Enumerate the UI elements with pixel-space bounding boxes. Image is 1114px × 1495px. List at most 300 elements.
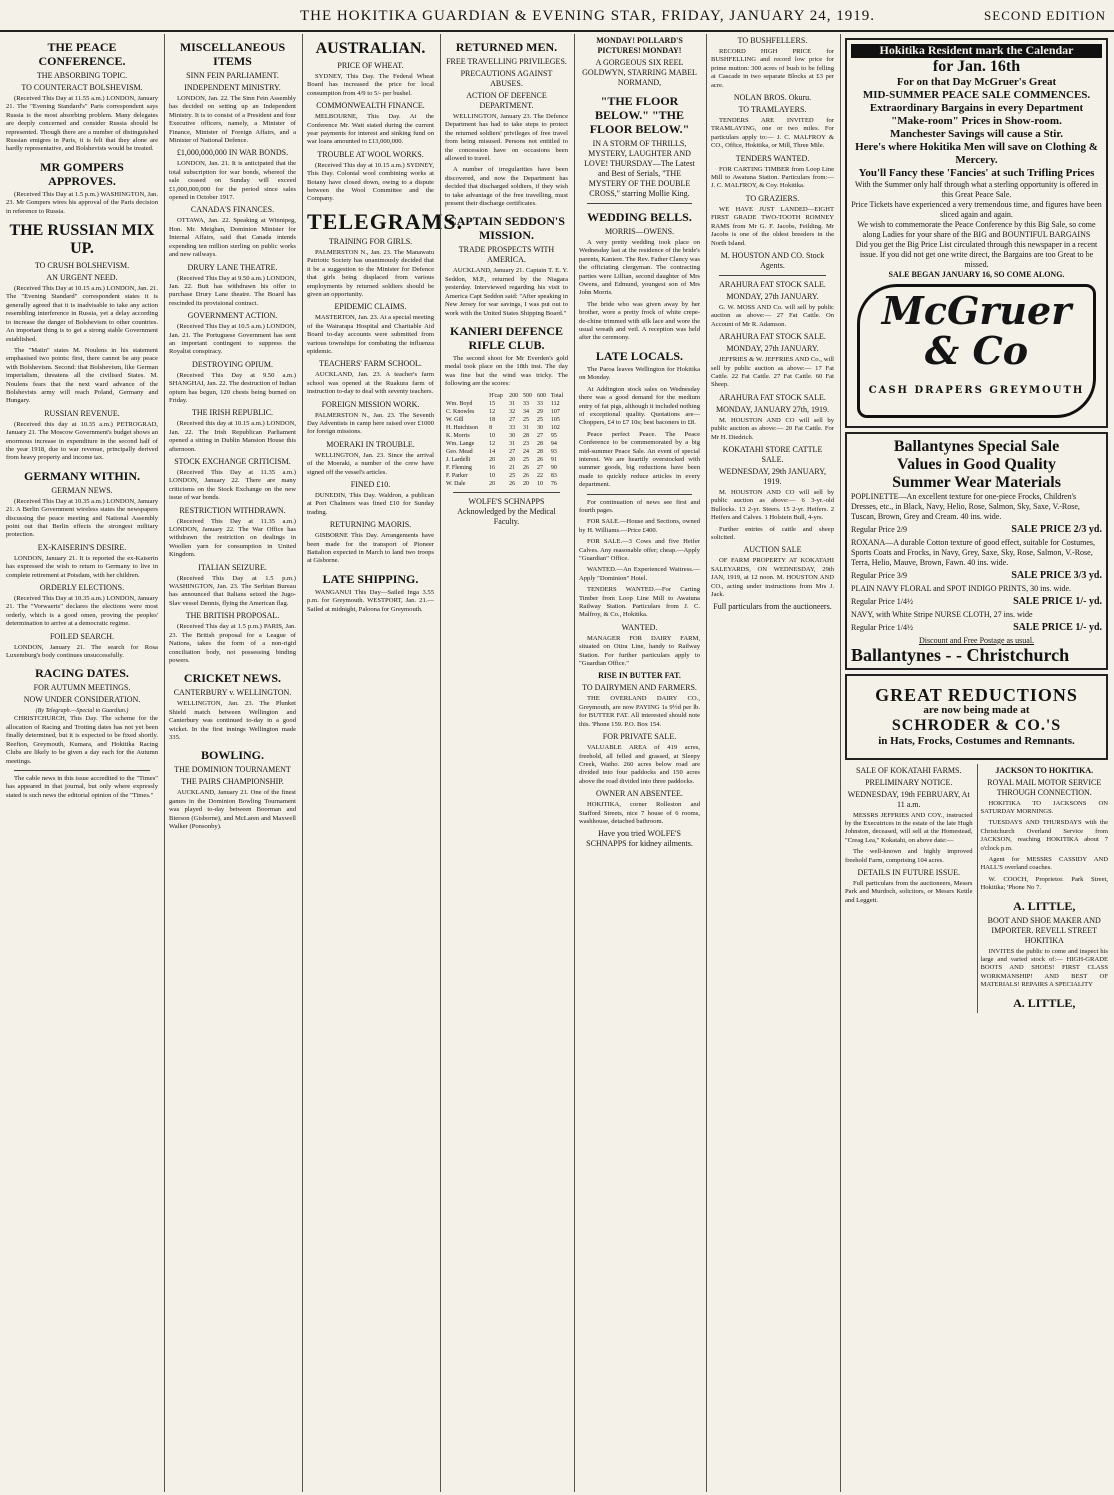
table-cell: 27 [536, 464, 543, 471]
article-text: GISBORNE This Day. Arrangements have been made for the transport of Pioneer Battalion expected in March to land two troops at Gisborne. [307, 532, 434, 565]
table-cell: 20 [489, 480, 496, 487]
table-row [445, 424, 568, 432]
table-cell: 30 [509, 432, 516, 439]
table-cell: 25 [509, 472, 516, 479]
sale-price: SALE PRICE 2/3 yd. [1011, 523, 1102, 535]
classified-ad: W. COOCH, Proprietor. Park Street, Hokitika; 'Phone No 7. [980, 875, 1108, 892]
ad-heading: MID-SUMMER PEACE SALE COMMENCES. [862, 88, 1091, 101]
classified-ad: WANTED.—An Experienced Waitress.—Apply "Dominion" Hotel. [579, 566, 700, 582]
classified-ad: TUESDAYS AND THURSDAYS with the Christchurch Overland Service from JACKSON, reaching HOKITIKA about 7 o'clock p.m. [980, 819, 1108, 852]
article-text: (Received this day at 10.35 a.m.) PETROGRAD, January 21. The Moscow Government's budget shows an enormous increase in expenditure in the second half of the year 1918, due to war revenue, principally derived from heavy property and income tax. [6, 420, 158, 462]
table-cell: 34 [523, 408, 530, 415]
column-2 [164, 34, 300, 1492]
table-row [445, 472, 568, 480]
article-text: (Received This Day at 10.35 a.m.) LONDON, January 21. The "Vorwaerts" declares the elections were most orderly, which is a good omen, proving the peoples' determination to arrive at a democratic regime. [6, 595, 158, 628]
signature: NOLAN BROS. Okuru. [733, 93, 812, 103]
article-text: AUCKLAND, January 21. Captain T. E. Y. Seddon, M.P., returned by the Niagara yesterday. Interviewed regarding his visit to America Capt Seddon said: "After speaking in New Jersey for war savings, I was put out to work with the United States Shipping Board." [445, 267, 568, 317]
article-text: WELLINGTON, January 23. The Defence Department has had to take steps to protect the returned soldiers' privileges of free travel from being misused. Persons not entitled to the concession have on occasions been allowed to travel. [445, 113, 568, 163]
subheading: ITALIAN SEIZURE. [198, 562, 267, 572]
regular-price: Regular Price 2/9 [851, 524, 907, 534]
divider [14, 770, 150, 771]
subheading: PRELIMINARY NOTICE. [865, 777, 953, 787]
article-text: DUNEDIN, This Day. Waldron, a publican at Port Chalmers was fined £10 for Sunday trading. [307, 492, 434, 516]
article-text: LONDON, January 21. It is reported the ex-Kaiserin has expressed the wish to return to Germany to live in complete retirement at Potsdam, with her children. [6, 554, 158, 579]
headline: THE PEACE CONFERENCE. [38, 40, 126, 68]
ad-heading: A. LITTLE, [1013, 898, 1076, 913]
cinema-ad-text: IN A STORM OF THRILLS, MYSTERY, LAUGHTER AND LOVE! THURSDAY—The Latest and Best of Serials, "THE MYSTERY OF THE DOUBLE CROSS," starring Mollie King. [584, 139, 695, 198]
table-row [445, 456, 568, 464]
subheading: TO BUSHFELLERS. [737, 36, 808, 45]
classified-ad: VALUABLE AREA of 419 acres, freehold, all felled and grassed, at Sleepy Creek, Waiho. 260 acres below road are divided into four paddocks and 150 acres above the road divided into three paddocks. [579, 744, 700, 785]
classified-ad: The well-known and highly improved freehold Farm, comprising 104 acres. [845, 848, 973, 864]
article-text: (Received This Day at 9.50 a.m.) LONDON, Jan. 22. Butt has withdrawn his offer to purchase Drury Lane theatre. The Board has rescinded its provisional contract. [169, 274, 296, 307]
logo-subtext: CASH DRAPERS GREYMOUTH [868, 384, 1085, 396]
ad-heading: A. LITTLE, [1013, 995, 1076, 1010]
classified-ad: G. W. MOSS AND Co. will sell by public auction as above:— 27 Fat Cattle. On Account of Mr R. Adamson. [711, 303, 834, 328]
table-row [445, 480, 568, 488]
divider [587, 494, 692, 495]
table-cell: H. Hutchison [446, 424, 478, 431]
article-text: WANGANUI This Day—Sailed Inga 3.55 p.m. for Greymouth. WESTPORT, Jan. 21.—Sailed at midnight, Paloona for Greymouth. [307, 588, 434, 613]
logo-text: McGruer & Co [881, 287, 1072, 373]
subheading: AN URGENT NEED. [46, 273, 118, 283]
subheading: RETURNING MAORIS. [329, 520, 412, 530]
classified-ad: FOR SALE.—3 Cows and five Heifer Calves. Any reasonable offer; cheap.—Apply "Guardian" Office. [579, 538, 700, 562]
classified-ad: INVITES the public to come and inspect his large and varied stock of:— HIGH-GRADE BOOTS AND SHOES! FIRST CLASS WORKMANSHIP! AND BEST OF MATERIALS! REPAIRS A SPECIALITY [980, 947, 1108, 989]
subheading: TO TRAMLAYERS. [738, 105, 807, 115]
table-cell: 76 [550, 480, 557, 487]
divider [453, 492, 560, 493]
article-text: (Received this day at 10.15 a.m.) LONDON, Jan. 22. The Irish Republican Parliament opened a sitting in Dublin Mansion House this afternoon. [169, 420, 296, 453]
ad-text: Manchester Savings will cause a Stir. [890, 127, 1063, 140]
subheading: CANTERBURY v. WELLINGTON. [173, 688, 292, 698]
table-cell: 90 [550, 464, 557, 471]
ad-heading: SCHRODER & CO.'S [891, 716, 1062, 734]
sale-date: MONDAY, JANUARY 27th, 1919. [715, 404, 830, 414]
table-cell: F. Fleming [446, 464, 472, 471]
subheading: TO CRUSH BOLSHEVISM. [34, 261, 130, 271]
regular-price: Regular Price 1/4½ [851, 596, 913, 606]
sale-price: SALE PRICE 1/- yd. [1013, 621, 1102, 633]
subheading: FOR AUTUMN MEETINGS. [33, 683, 131, 693]
table-cell: 26 [523, 472, 530, 479]
subheading: COMMONWEALTH FINANCE. [316, 101, 425, 111]
subheading: DRURY LANE THEATRE. [187, 262, 278, 272]
subheading: ROYAL MAIL MOTOR SERVICE THROUGH CONNECTION. [987, 777, 1102, 797]
price-line [851, 571, 1102, 581]
column-5 [574, 34, 704, 1492]
subheading: TO GRAZIERS. [745, 193, 800, 203]
article-text: The Paroa leaves Wellington for Hokitika on Monday. [579, 365, 700, 382]
subheading: PRECAUTIONS AGAINST ABUSES. [460, 69, 553, 88]
classified-ad: WE HAVE JUST LANDED—EIGHT FIRST GRADE TWO-TOOTH ROMNEY RAMS from Mr G. F. Jacobs, Feilding. Mr Jacobs is one of the oldest breeders in the North Island. [711, 205, 834, 247]
classified-ad: THE OVERLAND DAIRY CO., Greymouth, are now PAYING 1s 9½d per lb. for BUTTER FAT. All interested should note this. 'Phone 159. P.O. Box 154. [579, 695, 700, 728]
price-line [851, 597, 1102, 607]
classified-ad: MESSRS JEFFRIES AND COY., instructed by the Executrices in the estate of the late Hugh Johnston, deceased, will sell at the Homestead, "Creag Lea," Kokatahi, on above date:— [845, 811, 973, 844]
subheading: ORDERLY ELECTIONS. [39, 583, 125, 593]
headline: GERMANY WITHIN. [23, 468, 140, 483]
motor-service-ad [977, 764, 1109, 1013]
subheading: GERMAN NEWS. [51, 485, 113, 495]
headline: AUSTRALIAN. [315, 40, 426, 57]
article-text: (Received This Day at 10.15 a.m.) LONDON, Jan. 21. The "Evening Standard" correspondent states it is generally agreed that it is inadvisable to take any action resembling interference in Russia, yet a delay according to increase the danger of Bolshevism to other countries. An important thing is to get a strong stable Government established. [6, 285, 158, 343]
subheading: TENDERS WANTED. [735, 153, 810, 163]
table-cell: 20 [509, 456, 516, 463]
classified-ad: OF FARM PROPERTY AT KOKATAHI SALEYARDS, ON WEDNESDAY, 29th JAN, 1919, at 12 noon. M. HOUSTON AND CO., acting under instructions from Mrs J. Jack. [711, 557, 834, 599]
table-cell: 26 [536, 456, 543, 463]
subheading: SINN FEIN PARLIAMENT. [186, 71, 279, 80]
subheading: MOERAKI IN TROUBLE. [326, 439, 415, 449]
advert-footnote: Full particulars from the auctioneers. [713, 602, 832, 612]
table-row [445, 464, 568, 472]
subheading: FOR PRIVATE SALE. [602, 732, 677, 742]
classified-ad: FOR SALE.—House and Sections, owned by H. Williams.—Price £400. [579, 518, 700, 534]
regular-price: Regular Price 3/9 [851, 570, 907, 580]
divider [587, 203, 692, 204]
signature: M. HOUSTON AND CO. Stock Agents. [720, 250, 825, 270]
article-text: The second shoot for Mr Everden's gold medal took place on the 18th inst. The day was fine but the wind was tricky. The following are the scores: [445, 354, 568, 388]
table-cell: J. Lardelli [446, 456, 471, 463]
subheading: RISE IN BUTTER FAT. [598, 671, 681, 681]
table-cell: 93 [550, 448, 557, 455]
ad-body: We wish to commemorate the Peace Conference by this Big Sale, so come along Ladies for your share of the BIG and BOUNTIFUL BARGAINS [857, 219, 1096, 239]
subheading: AUCTION SALE [743, 545, 802, 555]
table-cell: W. Gill [446, 416, 464, 423]
table-row [445, 448, 568, 456]
table-cell: 112 [550, 400, 560, 407]
subheading: THE BRITISH PROPOSAL. [185, 611, 280, 621]
subheading: BOOT AND SHOE MAKER AND IMPORTER. REVELL STREET HOKITIKA [987, 915, 1101, 945]
article-text: (Received This Day at 11.55 a.m.) LONDON, January 21. The "Evening Standard's" Paris correspondent says Russia is the most absorbing problem. Many delegates are deeply concerned and consider Russia should be represented. Though there are a number of distinguished Russian emigres in Paris, it is felt that they alone are hardly representative, and Bolshevists would be treated. [6, 95, 158, 153]
subheading: THE ABSORBING TOPIC. [36, 71, 128, 80]
classified-ad: TENDERS WANTED.—For Carting Timber from Loop Line Mill to Awatuna Railway Station. Particulars from J. C. Malfroy, & Co., Hokitika. [579, 586, 700, 619]
table-cell: 30 [536, 424, 543, 431]
ad-text: are now being made at [923, 703, 1030, 716]
table-cell: 28 [536, 440, 543, 447]
classified-ad: FOR CARTING TIMBER from Loop Line Mill to Awatuna Station. Particulars from:— J. C. MALFROY, & Coy. Hokitika. [711, 165, 834, 190]
subheading: TO DAIRYMEN AND FARMERS. [582, 683, 697, 693]
cinema-ad-text: A GORGEOUS SIX REEL GOLDWYN, STARRING MABEL NORMAND, [582, 58, 697, 87]
classified-ad: HOKITIKA TO JACKSONS ON SATURDAY MORNINGS. [980, 799, 1108, 815]
ad-body: POPLINETTE—An excellent texture for one-piece Frocks, Children's Dresses, etc., in Black, Navy, Helio, Rose, Salmon, Sky, Saxe, V.-Rose, Tuscan, Brown, Grey and Cream. 40 ins. wide. [851, 491, 1080, 521]
subheading: TROUBLE AT WOOL WORKS. [317, 149, 424, 159]
headline: CRICKET NEWS. [183, 671, 282, 686]
ad-text: Here's where Hokitika Men will save on Clothing & Mercery. [855, 140, 1098, 166]
ad-text: You'll Fancy these 'Fancies' at such Trifling Prices [858, 166, 1095, 179]
article-text: (Received This Day at 9.50 a.m.) SHANGHAI, Jan. 22. The destruction of Indian opium has begun, 120 chests being burned on Friday. [169, 371, 296, 404]
table-cell: C. Knowles [446, 408, 475, 415]
subheading: FOILED SEARCH. [49, 631, 114, 641]
headline: LATE SHIPPING. [322, 571, 419, 586]
table-row [445, 408, 568, 416]
headline: TELEGRAMS. [307, 208, 464, 234]
table-cell: 102 [550, 424, 560, 431]
classified-ad: TENDERS ARE INVITED for TRAMLAYING, one or two miles. For particulars apply to:— J. C. MALFROY & CO., Office, Hokitika, or Mill, Three Mile. [711, 117, 834, 150]
table-cell: 8 [489, 424, 493, 431]
subheading: OWNER AN ABSENTEE. [596, 789, 683, 799]
table-cell: 15 [489, 400, 496, 407]
table-cell: 32 [509, 408, 516, 415]
subheading: MORRIS—OWENS. [604, 227, 675, 236]
ad-signature: Ballantynes - - Christchurch [851, 644, 1070, 665]
article-text: WELLINGTON, Jan. 23. The Plunket Shield match between Wellington and Canterbury was continued to-day in a good wicket. In the first innings Wellington made 335. [169, 700, 296, 741]
article-text: WELLINGTON, Jan. 23. Since the arrival of the Moeraki, a number of the crew have signed off the vessel's articles. [307, 451, 434, 476]
column-7 [840, 34, 1112, 1492]
classified-ad: MANAGER FOR DAIRY FARM, situated on Otira Line, handy to Railway Station. For further particulars apply to "Guardian Office." [579, 634, 700, 668]
subheading: THE IRISH REPUBLIC. [191, 408, 274, 418]
ad-heading: Values in Good Quality [896, 455, 1056, 473]
article-text: (Received This day at 10.15 a.m.) SYDNEY, This Day. Colonial wool combining works at Botany have closed down, owing to a dispute between the Wool Committee and the Company. [307, 161, 434, 203]
ad-body: Did you get the Big Price List circulated through this newspaper in a recent issue. If you did not get one write direct, the Bargains are too Great to be missed. [855, 239, 1098, 269]
article-text: (Received This Day at 11.35 a.m.) LONDON, January 22. The War Office has withdrawn the restriction on dealings in Woollen yarn for consumption in United Kingdom. [169, 517, 296, 559]
newspaper-title: THE HOKITIKA GUARDIAN & EVENING STAR, FRIDAY, JANUARY 24, 1919. [300, 8, 875, 24]
table-cell: 94 [550, 440, 557, 447]
ad-banner: Hokitika Resident mark the Calendar [851, 44, 1102, 58]
ad-heading: Summer Wear Materials [892, 473, 1061, 491]
notice-text: For continuation of news see first and fourth pages. [579, 498, 700, 514]
subheading: ACTION OF DEFENCE DEPARTMENT. [466, 91, 547, 110]
table-cell: 24 [523, 448, 530, 455]
table-header-cell [445, 392, 488, 400]
table-cell: 26 [523, 464, 530, 471]
table-cell: 20 [523, 480, 530, 487]
table-cell: Wm. Boyd [446, 400, 473, 407]
table-cell: 25 [523, 456, 530, 463]
subheading: INDEPENDENT MINISTRY. [184, 83, 281, 92]
table-cell: W. Dale [446, 480, 466, 487]
table-cell: 23 [523, 440, 530, 447]
table-cell: 31 [509, 440, 516, 447]
subheading: TO COUNTERACT BOLSHEVISM. [21, 83, 143, 92]
table-row [445, 416, 568, 424]
table-cell: 16 [489, 464, 496, 471]
subheading: RUSSIAN REVENUE. [44, 408, 120, 418]
article-text: At Addington stock sales on Wednesday there was a good demand for the medium entry of fat pigs, although it included nothing of exceptional quality. Quotations are—Choppers, £4 to £7 10s; best baconers to £8. [579, 385, 700, 427]
ad-text: "Make-room" Prices in Show-room. [891, 114, 1062, 127]
subheading: ARAHURA FAT STOCK SALE. [719, 332, 826, 342]
scores-table [445, 392, 568, 488]
table-row [445, 440, 568, 448]
subheading: THE PAIRS CHAMPIONSHIP. [181, 777, 284, 787]
table-cell: 33 [509, 424, 516, 431]
ballantynes-advert [845, 432, 1108, 670]
classified-ad: Agent for MESSRS CASSIDY AND HALL'S overland coaches. [980, 855, 1108, 872]
classified-ad: M. HOUSTON AND CO will sell by public auction as above:— 6 3-yr.-old Bullocks. 13 2-yr. Steers. 15 2-yr. Heifers. 2 Heifers and Calves. 1 Holstein Bull, 4-yrs. [711, 488, 834, 522]
article-text: OTTAWA, Jan. 22. Speaking at Winnipeg, Hon. Mr. Meighan, Dominion Minister for Internal Affairs, said that Canada intends expending ten million sterling on public works and new railways. [169, 217, 296, 259]
subheading: NOW UNDER CONSIDERATION. [23, 695, 141, 705]
table-header-cell: 200 [509, 392, 519, 399]
article-text: LONDON, Jan. 21. It is anticipated that the total subscription for war bonds, whereof the sale ceased on Sunday will exceed £1,000,000,000 for the period since sales opened in October 1917. [169, 160, 296, 202]
table-header-cell: H'cap [489, 392, 503, 399]
ad-body: With the Summer only half through what a sterling opportunity is offered in this Great Peace Sale. [854, 179, 1099, 199]
article-text: AUCKLAND, January 21. One of the finest games in the Dominion Bowling Tournament was played to-day between Boorman and Bierson (Gisborne), and McLaren and Maxwell Walker (Ponsonby). [169, 789, 296, 830]
article-text: The cable news in this issue accredited to the "Times" has appeared in that journal, but only where expressly stated is such news the editorial opinion of the "Times." [6, 774, 158, 799]
table-cell: 27 [536, 432, 543, 439]
headline: CAPTAIN SEDDON'S MISSION. [448, 214, 565, 243]
headline: THE RUSSIAN MIX UP. [9, 222, 155, 258]
article-text: PALMERSTON N., Jan. 23. The Manawatu Patriotic Society has unanimously decided that it be a suggestion to the Minister for Defence that girls being displaced from various employments by returned soldiers should be given an opportunity. [307, 248, 434, 298]
subheading: PRICE OF WHEAT. [337, 61, 404, 70]
cinema-ad-header: MONDAY! POLLARD'S PICTURES! MONDAY! [596, 36, 683, 55]
byline: (By Telegraph.—Special to Guardian.) [35, 708, 129, 715]
schroder-advert [845, 674, 1108, 760]
table-cell: F. Parker [446, 472, 468, 479]
ad-body: Discount and Free Postage as usual. [918, 635, 1035, 645]
subheading: CANADA'S FINANCES. [190, 205, 275, 215]
table-cell: 95 [550, 432, 557, 439]
table-cell: 20 [489, 456, 496, 463]
column-6 [706, 34, 838, 1492]
table-cell: 33 [536, 400, 543, 407]
advert-footnote: WOLFE'S SCHNAPPS Acknowledged by the Medical Faculty. [457, 496, 556, 526]
table-cell: 27 [509, 416, 516, 423]
table-cell: Wm. Lange [446, 440, 475, 447]
subheading: JACKSON TO HOKITIKA. [995, 765, 1094, 775]
article-text: SYDNEY, This Day. The Federal Wheat Board has increased the price for local consumption from 4/9 to 5/- per bushel. [307, 73, 434, 97]
article-text: LONDON, January 21. The search for Rosa Luxemburg's body continues unsuccessfully. [6, 643, 158, 660]
table-cell: 28 [523, 432, 530, 439]
table-cell: 10 [489, 472, 496, 479]
subheading: £1,000,000,000 IN WAR BONDS. [176, 148, 289, 158]
classified-ad: M. HOUSTON AND CO will sell by public auction as above:— 20 Fat Cattle. For Mr H. Diedrich. [711, 416, 834, 441]
subheading: TRADE PROSPECTS WITH AMERICA. [458, 245, 555, 265]
sale-date: MONDAY, 27th JANUARY. [726, 291, 819, 301]
headline: MR GOMPERS APPROVES. [40, 159, 124, 188]
ad-heading: GREAT REDUCTIONS [875, 684, 1078, 705]
article-text: AUCKLAND, Jan. 23. A teacher's farm school was opened at the Ruakura farm of instruction to-day to deal with seventy teachers. [307, 371, 434, 396]
table-cell: 25 [523, 416, 530, 423]
subheading: FOREIGN MISSION WORK. [321, 399, 420, 409]
headline: LATE LOCALS. [595, 348, 684, 363]
subheading: ARAHURA FAT STOCK SALE. [719, 392, 826, 402]
subheading: FREE TRAVELLING PRIVILEGES. [446, 57, 567, 66]
price-line [851, 525, 1102, 535]
table-header-row [445, 392, 568, 400]
table-cell: 107 [550, 408, 560, 415]
article-text: CHRISTCHURCH, This Day. The scheme for the allocation of Racing and Trotting dates has not yet been finally determined, but it is expected to be fixed shortly. Reefton, Greymouth, Kumara, and Hokitika Racing Clubs are likely to be given a day each for the Autumn meetings. [6, 715, 158, 765]
column-4 [440, 34, 572, 1492]
table-cell: 18 [489, 416, 496, 423]
mcgruer-logo [857, 284, 1096, 418]
subheading: RESTRICTION WITHDRAWN. [179, 505, 286, 515]
article-text: MASTERTON, Jan. 23. At a special meeting of the Wairarapa Hospital and Charitable Aid Board to-day accounts were submitted from various townships for combating the influenza epidemic. [307, 314, 434, 355]
headline: RETURNED MEN. [455, 40, 558, 54]
subheading: STOCK EXCHANGE CRITICISM. [174, 457, 291, 466]
table-cell: 105 [550, 416, 560, 423]
table-cell: 31 [509, 400, 516, 407]
article-text: (Received This Day at 1.5 p.m.) WASHINGTON, Jan. 23. Mr Gompers wires his approval of the Paris decision in reference to Russia. [6, 190, 158, 215]
table-cell: 26 [509, 480, 516, 487]
divider [719, 275, 826, 276]
ad-text: For on that Day McGruer's Great [896, 75, 1057, 88]
classified-ad: Further entries of cattle and sheep solicited. [711, 525, 834, 541]
regular-price: Regular Price 1/4½ [851, 622, 913, 632]
headline: WEDDING BELLS. [587, 210, 692, 224]
article-text: The bride who was given away by her brother, wore a pretty frock of white crepe-de-chine trimmed with silk lace and wore the usual wreath and veil. A reception was held after the ceremony. [579, 300, 700, 342]
ad-body: SALE BEGAN JANUARY 16, SO COME ALONG. [888, 269, 1065, 279]
article-text: (Received This Day at 1.5 p.m.) WASHINGTON, Jan. 23. The Serbian Bureau has announced that Italians seized the Jugo-Slav vessel Dennis, flying the American flag. [169, 574, 296, 607]
classified-ad: JEFFRIES & W. JEFFRIES AND Co., will sell by public auction as above:— 17 Fat Cattle. 22 Fat Cattle. 27 Fat Cattle. 60 Fat Sheep. [711, 356, 834, 389]
classified-ad: RECORD HIGH PRICE for BUSHFELLING and record low price for prime mutton: 300 acres of bush to be felling at Cascade in two separate Blocks at £3 per acre. [711, 48, 834, 89]
subheading: FINED £10. [350, 480, 391, 489]
table-cell: 28 [536, 448, 543, 455]
article-text: (Received This Day at 10.35 a.m.) LONDON, January 21. A Berlin Government wireless states the newspapers discussing the peace meeting and National Assembly point out that Berlin effects the strongest military protection. [6, 497, 158, 539]
article-text: LONDON, Jan. 22. The Sinn Fein Assembly has decided on setting up an Independent Ministry. It is to consist of a President and four Executive officers, namely, a Minister of Finance, Minister of Foreign Affairs, and a Minister of National Defence. [169, 95, 296, 145]
sale-price: SALE PRICE 3/3 yd. [1011, 569, 1102, 581]
headline: RACING DATES. [35, 666, 129, 681]
price-line [851, 623, 1102, 633]
column-1 [2, 34, 162, 1492]
ad-body: NAVY, with White Stripe NURSE CLOTH, 27 ins. wide [851, 609, 1033, 619]
subheading: EPIDEMIC CLAIMS. [334, 302, 407, 312]
table-cell: 33 [523, 400, 530, 407]
table-cell: 31 [523, 424, 530, 431]
article-text: MELBOURNE, This Day. At the Conference Mr. Watt stated during the current year payments for interest and sinking fund on war loans amounted to £13,000,000. [307, 113, 434, 146]
article-text: The "Matin" states M. Noulens in his statement emphasised two points: first, there cannot be any peace with Bolshevism. Second: that Bolshevism, like German imperialism, threatens all the civilised States. M. Noulens fears that the next ward advance of the Bolshevists army will reach Poland, Germany and Hungary. [6, 346, 158, 405]
table-cell: 25 [536, 416, 543, 423]
table-cell: 14 [489, 448, 496, 455]
subheading: THE DOMINION TOURNAMENT [174, 765, 291, 775]
article-text: Peace perfect Peace. The Peace Conference to be commemorated by a big mid-summer Peace Sale. An event of special interest. We are heartily overstocked with summer goods, big reductions have been made to quickly reduce articles in every department. [579, 430, 700, 489]
table-cell: 21 [509, 464, 516, 471]
ad-body: PLAIN NAVY FLORAL and SPOT INDIGO PRINTS, 30 ins. wide. [851, 583, 1072, 593]
sale-price: SALE PRICE 1/- yd. [1013, 595, 1102, 607]
cinema-ad-title: "THE FLOOR BELOW." "THE FLOOR BELOW." [589, 94, 690, 136]
table-header-cell: 600 [536, 392, 546, 399]
table-cell: 29 [536, 408, 543, 415]
edition-label: SECOND EDITION [984, 8, 1106, 23]
subheading: ARAHURA FAT STOCK SALE. [719, 279, 826, 289]
subheading: TEACHERS' FARM SCHOOL. [319, 359, 422, 369]
article-text: A number of irregularities have been discovered, and now the Department has decided that discharged soldiers, if they wish to take advantage of the free travelling, must present their discharge certificates. [445, 166, 568, 208]
table-cell: 12 [489, 440, 496, 447]
table-cell: 10 [489, 432, 496, 439]
mcgruer-advert [845, 38, 1108, 428]
ad-heading: for Jan. 16th [932, 57, 1021, 75]
table-header-cell: Total [550, 392, 564, 399]
table-row [445, 400, 568, 408]
headline: BOWLING. [200, 748, 264, 763]
subheading: EX-KAISERIN'S DESIRE. [37, 542, 127, 552]
subheading: DESTROYING OPIUM. [192, 359, 273, 369]
masthead [0, 0, 1114, 32]
ad-body: Price Tickets have experienced a very tremendous time, and figures have been sliced again and again. [851, 199, 1102, 219]
table-cell: K. Morris [446, 432, 470, 439]
subheading: DETAILS IN FUTURE ISSUE. [857, 867, 960, 877]
sale-date: MONDAY, 27th JANUARY. [726, 344, 819, 354]
sale-date: WEDNESDAY, 19th FEBRUARY, At 11 a.m. [847, 789, 970, 809]
classified-ad: Full particulars from the auctioneers, Messrs Park and Murdoch, solicitors, or Messrs Kettle and Leggett. [845, 879, 973, 904]
subheading: GOVERNMENT ACTION. [187, 311, 278, 321]
ad-text: in Hats, Frocks, Costumes and Remnants. [878, 734, 1075, 747]
article-text: PALMERSTON N., Jan. 23. The Seventh Day Adventists in camp here raised over £1000 for foreign missions. [307, 411, 434, 436]
article-text: (Received This Day at 10.5 a.m.) LONDON, Jan. 21. The Portuguese Government has sent an important contingent to suppress the Royalist conspiracy. [169, 323, 296, 356]
scores-body [445, 400, 568, 488]
article-text: (Received This day at 1.5 p.m.) PARIS, Jan. 23. The British proposal for a League of Nations, takes the form of a non-rigid conciliation body, not possessing binding powers. [169, 623, 296, 664]
ad-heading: Ballantynes Special Sale [893, 437, 1060, 455]
kokatahi-farms-notice [845, 764, 973, 1013]
subheading: KOKATAHI STORE CATTLE SALE. [722, 444, 823, 464]
table-cell: 91 [550, 456, 557, 463]
sale-date: WEDNESDAY, 29th JANUARY, 1919. [719, 466, 826, 486]
table-cell: 12 [489, 408, 496, 415]
article-text: (Received This Day at 11.35 a.m.) LONDON, January 22. There are many criticisms on the Stock Exchange on the new issue of war bonds. [169, 469, 296, 502]
ad-text: Extraordinary Bargains in every Department [869, 101, 1084, 114]
classified-ad: HOKITIKA, corner Rolleston and Stafford Streets, nice 7 house of 6 rooms, washhouse, detached bathroom. [579, 801, 700, 825]
headline: MISCELLANEOUS ITEMS [179, 40, 286, 68]
table-cell: 27 [509, 448, 516, 455]
bottom-ads [845, 764, 1108, 1013]
